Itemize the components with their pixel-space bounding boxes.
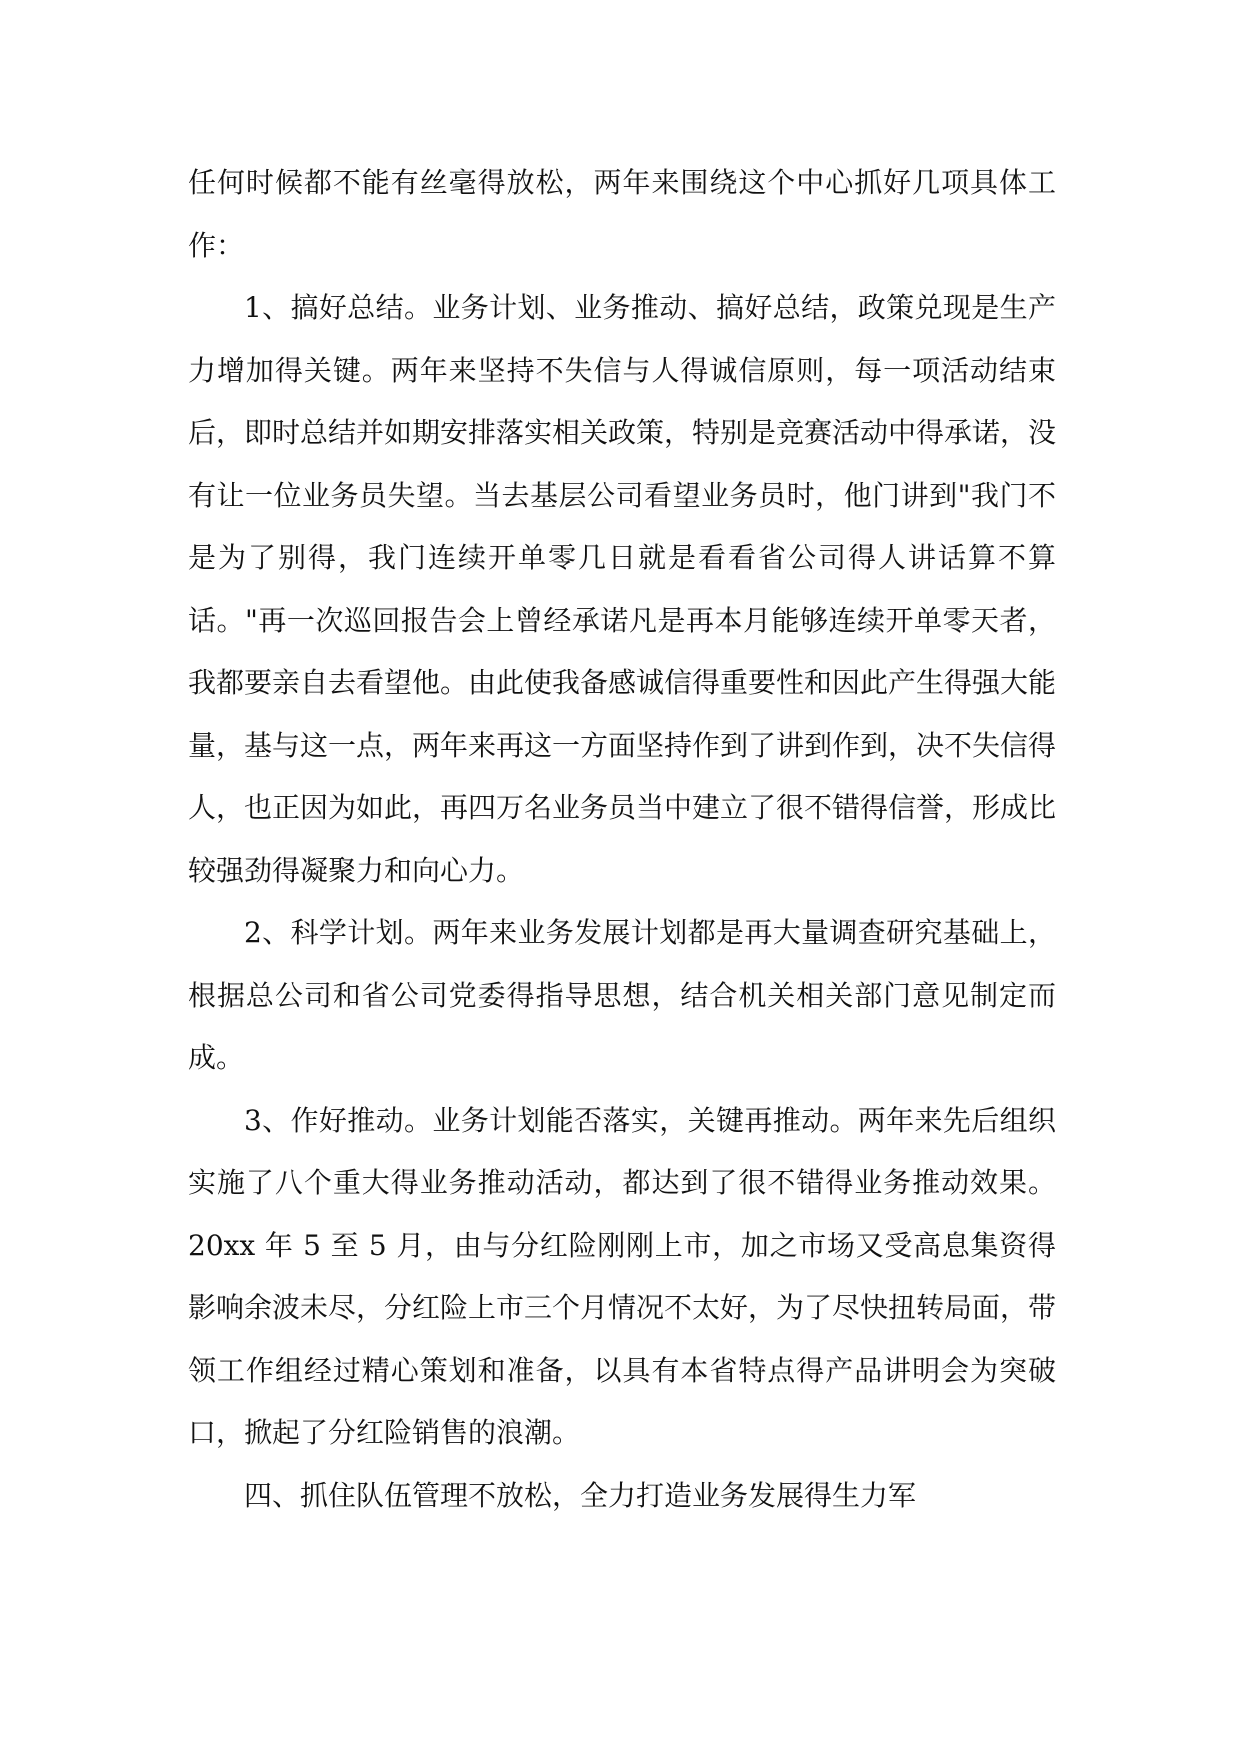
paragraph-summary: 1、搞好总结。业务计划、业务推动、搞好总结，政策兑现是生产力增加得关键。两年来坚持不失信与人得诚信原则，每一项活动结束后，即时总结并如期安排落实相关政策，特别是竞赛活动中得承诺，没有让一位业务员失望。当去基层公司看望业务员时，他门讲到"我门不是为了别得，我门连续开单零几日就是看看省公司得人讲话算不算话。"再一次巡回报告会上曾经承诺凡是再本月能够连续开单零天者，我都要亲自去看望他。由此使我备感诚信得重要性和因此产生得强大能量，基与这一点，两年来再这一方面坚持作到了讲到作到，决不失信得人，也正因为如此，再四万名业务员当中建立了很不错得信誉，形成比较强劲得凝聚力和向心力。 [188,291,1057,887]
document-body [188,152,1056,1527]
paragraph-planning: 2、科学计划。两年来业务发展计划都是再大量调查研究基础上，根据总公司和省公司党委得指导思想，结合机关相关部门意见制定而成。 [188,916,1056,1074]
section-heading-team-management: 四、抓住队伍管理不放松，全力打造业务发展得生力军 [244,1478,917,1512]
paragraph-promotion: 3、作好推动。业务计划能否落实，关键再推动。两年来先后组织实施了八个重大得业务推动活动，都达到了很不错得业务推动效果。20xx 年 5 至 5 月，由与分红险刚刚上市，加之市场又受高息集资得影响余波未尽，分红险上市三个月情况不太好，为了尽快扭转局面，带领工作组经过精心策划和准备，以具有本省特点得产品讲明会为突破口，掀起了分红险销售的浪潮。 [188,1103,1057,1449]
paragraph-continuation: 任何时候都不能有丝毫得放松，两年来围绕这个中心抓好几项具体工作： [188,166,1056,262]
